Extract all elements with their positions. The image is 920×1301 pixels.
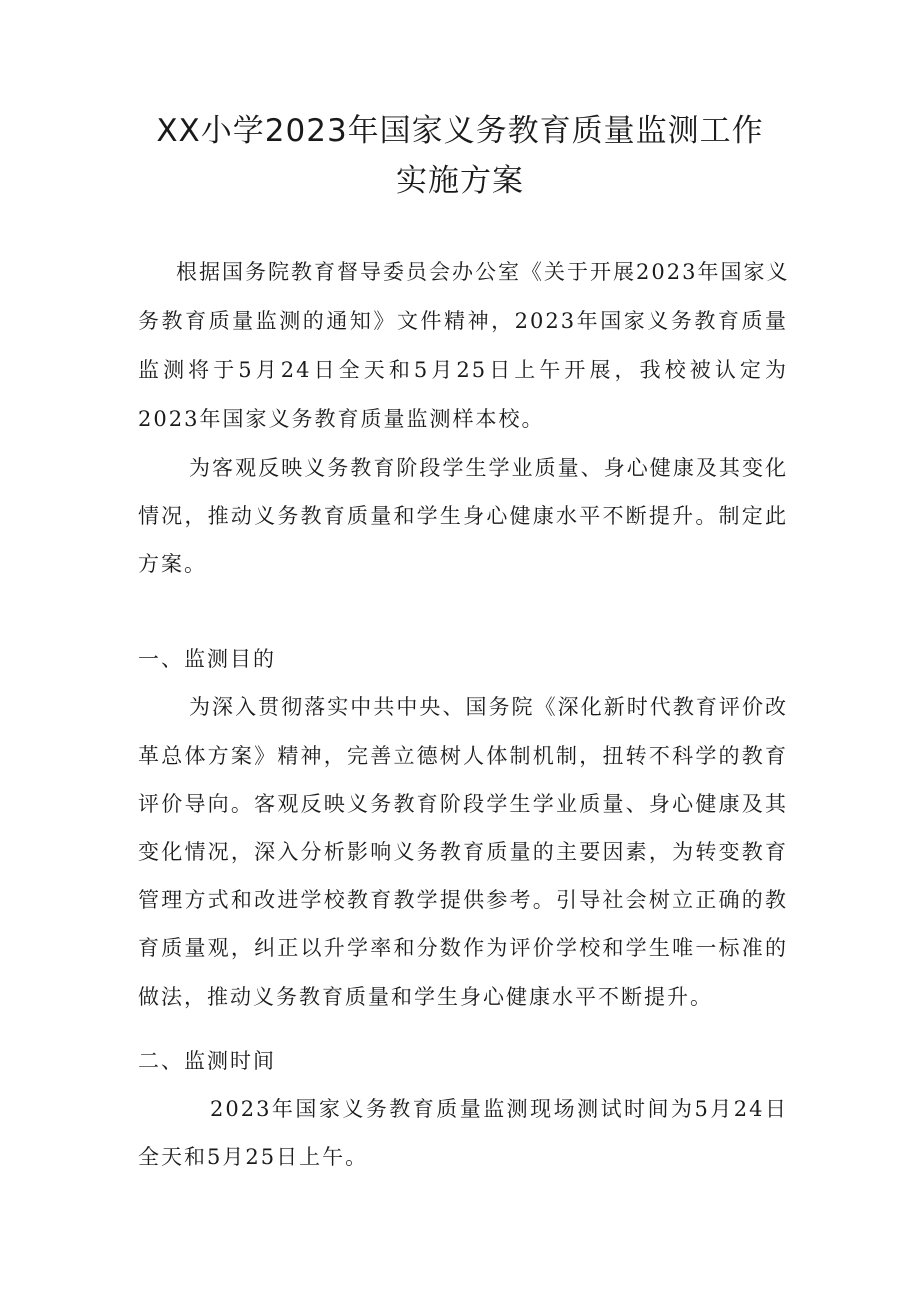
- section1-line-2: 革总体方案》精神，完善立德树人体制机制，扭转不科学的教育: [138, 744, 788, 768]
- section1-heading: 一、监测目的: [138, 647, 276, 671]
- intro-p1-line-4: 2023年国家义务教育质量监测样本校。: [138, 407, 545, 431]
- section1-line-5: 管理方式和改进学校教育教学提供参考。引导社会树立正确的教: [138, 888, 788, 912]
- intro-p1-line-1: 根据国务院教育督导委员会办公室《关于开展2023年国家义: [176, 260, 790, 284]
- section2-line-2: 全天和5月25日上午。: [138, 1145, 369, 1169]
- section1-line-1: 为深入贯彻落实中共中央、国务院《深化新时代教育评价改: [189, 695, 788, 719]
- section1-line-3: 评价导向。客观反映义务教育阶段学生学业质量、身心健康及其: [138, 792, 788, 816]
- section2-line-1: 2023年国家义务教育质量监测现场测试时间为5月24日: [210, 1097, 788, 1121]
- intro-p2-line-3: 方案。: [138, 552, 207, 576]
- title-line-2: 实施方案: [396, 163, 524, 199]
- intro-p2-line-2: 情况，推动义务教育质量和学生身心健康水平不断提升。制定此: [138, 504, 788, 528]
- intro-p1-line-3: 监测将于5月24日全天和5月25日上午开展，我校被认定为: [138, 358, 788, 382]
- document-title: [100, 106, 820, 206]
- section1-line-4: 变化情况，深入分析影响义务教育质量的主要因素，为转变教育: [138, 840, 788, 864]
- intro-p2-line-1: 为客观反映义务教育阶段学生学业质量、身心健康及其变化: [189, 456, 788, 480]
- section1-line-6: 育质量观，纠正以升学率和分数作为评价学校和学生唯一标准的: [138, 936, 788, 960]
- section2-heading: 二、监测时间: [138, 1049, 276, 1073]
- section1-line-7: 做法，推动义务教育质量和学生身心健康水平不断提升。: [138, 985, 713, 1009]
- intro-p1-line-2: 务教育质量监测的通知》文件精神，2023年国家义务教育质量: [138, 309, 788, 333]
- title-line-1: XX小学2023年国家义务教育质量监测工作: [156, 113, 764, 149]
